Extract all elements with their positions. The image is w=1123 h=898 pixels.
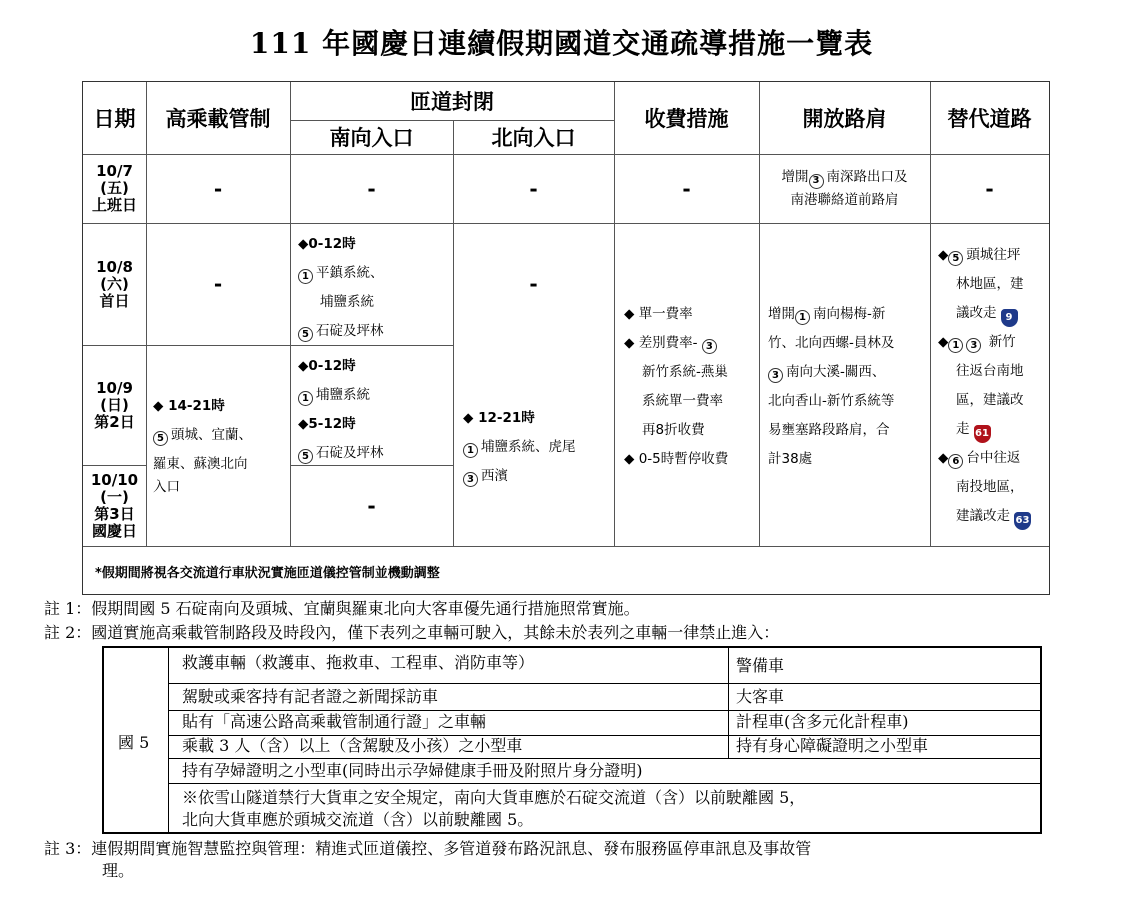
date-10-7: 10/7 (五) 上班日 [91,162,137,214]
hov-r2: - [213,272,223,296]
header-south: 南向入口 [329,126,414,150]
table-footnote: *假期間將視各交流道行車狀況實施匝道儀控管制並機動調整 [95,566,440,581]
vehicle-row-2b: 大客車 [736,687,785,706]
vehicle-row-4b: 持有身心障礙證明之小型車 [736,736,929,755]
table-bottom-line [83,546,1049,547]
expressway-63-shield-icon: 63 [1014,512,1031,530]
vehicle-row-3a: 貼有「高速公路高乘載管制通行證」之車輛 [182,712,487,731]
note-3: 註 3：連假期間實施智慧監控與管理：精進式匝道儀控、多管道發布路況訊息、發布服務區停車訊息及事故管 [44,839,812,858]
vehicle-row-1b: 警備車 [736,656,785,675]
vehicle-row-1a: 救護車輛（救護車、拖救車、工程車、消防車等） [182,653,535,672]
freeway-3-icon: 3 [809,174,824,189]
south-r3: ◆0-12時 1 埔鹽系統 ◆5-12時 5 石碇及坪林 [298,358,384,462]
note-1: 註 1：假期間國 5 石碇南向及頭城、宜蘭與羅東北向大客車優先通行措施照常實施。 [44,599,640,618]
freeway-1-icon: 1 [298,269,313,284]
t2-col-1b [168,758,169,783]
shoulder-r1: 增開 3 南深路出口及 南港聯絡道前路肩 [781,169,908,208]
note-2: 註 2：國道實施高乘載管制路段及時段內，僅下表列之車輛可駛入，其餘未於表列之車輛一律禁止進入： [44,623,780,642]
vehicle-row-5: 持有孕婦證明之小型車(同時出示孕婦健康手冊及附照片身分證明) [182,761,643,780]
header-hov: 高乘載管制 [165,107,271,131]
hov-r1: - [213,176,223,201]
freeway-3-icon: 3 [463,472,478,487]
south-r4: - [367,493,376,518]
t2-row-4 [168,758,1042,759]
header-ramp: 匝道封閉 [410,90,494,114]
header-north: 北向入口 [491,126,576,150]
date-10-8: 10/8 (六) 首日 [96,257,133,310]
date-10-9: 10/9 (日) 第2日 [94,378,135,431]
t2-col-2 [728,648,729,758]
freeway-3-icon: 3 [702,339,717,354]
toll-r1: - [682,176,691,201]
freeway-3-icon: 3 [966,338,981,353]
south-r2: ◆0-12時 1 平鎮系統、 埔鹽系統 5 石碇及坪林 [298,236,384,340]
north-r3: ◆ 12-21時 1 埔鹽系統、虎尾 3 西濱 [463,410,576,485]
snow-tunnel-rule-2: 北向大貨車應於頭城交流道（含）以前駛離國 5。 [182,810,534,829]
snow-tunnel-rule-1: ※依雪山隧道禁行大貨車之安全規定，南向大貨車應於石碇交流道（含）以前駛離國 5， [182,788,806,807]
freeway-1-icon: 1 [795,310,810,325]
vehicle-row-4a: 乘載 3 人（含）以上（含駕駛及小孩）之小型車 [182,736,523,755]
alt-r1: - [985,176,994,201]
t2-row-1 [168,683,1042,684]
t2-col-1c [168,783,169,834]
north-r1: - [529,176,538,201]
note-3-cont: 理。 [102,861,135,880]
toll-r2: ◆ 單一費率 ◆ 差別費率- 3 新竹系統-燕巢 系統單一費率 再8折收費 ◆ 0-5時暫停收費 [624,306,729,467]
freeway-5-icon: 5 [298,449,313,464]
freeway-1-icon: 1 [298,391,313,406]
allowed-vehicles-table [102,646,1042,834]
freeway-5-icon: 5 [298,327,313,342]
traffic-measures-table [82,81,1050,595]
vehicle-row-3b: 計程車(含多元化計程車) [736,712,909,731]
date-10-10: 10/10 (一) 第3日 國慶日 [90,470,139,540]
header-date: 日期 [93,107,136,131]
freeway-3-icon: 3 [768,368,783,383]
freeway-1-icon: 1 [463,443,478,458]
vehicle-row-2a: 駕駛或乘客持有記者證之新聞採訪車 [182,687,439,706]
shoulder-r2: 增開 1 南向楊梅-新 竹、北向西螺-員林及 3 南向大溪-關西、 北向香山-新竹系統等 易壅塞路段路肩，合 計38處 [768,306,895,467]
hov-r3: ◆ 14-21時 5 頭城、宜蘭、 羅東、蘇澳北向 入口 [153,398,252,495]
expressway-61-shield-icon: 61 [974,425,991,443]
north-r2: - [529,272,538,296]
road-label: 國 5 [118,733,150,752]
page-title: 111 年國慶日連續假期國道交通疏導措施一覽表 [249,27,874,60]
south-r1: - [367,176,376,201]
t2-row-5 [168,783,1042,784]
freeway-1-icon: 1 [948,338,963,353]
freeway-5-icon: 5 [153,431,168,446]
freeway-5-icon: 5 [948,251,963,266]
alt-r2: ◆ 5 頭城往坪 林地區，建 議改走 9 ◆ 1 3 新竹 往返台南地 區，建議改 走 61 ◆ 6 台中往返 南投地區， 建議改走 63 [938,241,1031,531]
header-alt: 替代道路 [947,107,1032,131]
t2-col-1 [168,648,169,758]
freeway-6-icon: 6 [948,454,963,469]
header-shoulder: 開放路肩 [802,107,887,131]
freeway-9-shield-icon: 9 [1001,309,1018,327]
header-toll: 收費措施 [644,107,729,131]
